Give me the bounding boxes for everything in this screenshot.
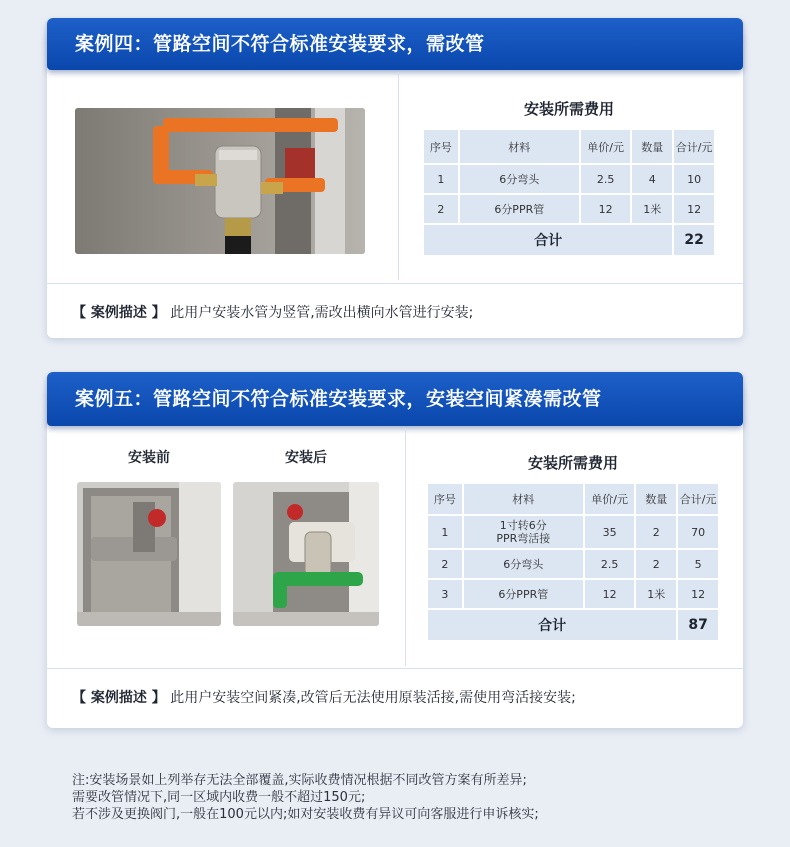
table-total-row [427,609,719,641]
footnote-line-3: 若不涉及更换阀门,一般在100元以内;如对安装收费有异议可向客服进行申诉核实; [72,807,539,822]
header-cell: 序号 [423,129,459,164]
table-cell: 4 [631,164,673,194]
table-cell: 2 [427,549,463,579]
footnote-line-2: 需要改管情况下,同一区域内收费一般不超过150元; [72,790,366,805]
table-row [427,549,719,579]
case4-fee-table [422,128,716,257]
table-cell: 6分PPR管 [463,579,584,609]
table-cell: 1米 [631,194,673,224]
table-cell: 3 [427,579,463,609]
table-header-row [427,483,719,515]
table-total-row [423,224,715,256]
table-cell: 6分弯头 [459,164,580,194]
case4-desc-tag: 【 案例描述 】 [72,305,166,321]
table-cell: 10 [673,164,715,194]
table-cell: 12 [677,579,719,609]
header-cell: 单价/元 [580,129,632,164]
table-cell: 2 [635,549,677,579]
footnote-line-1: 注:安装场景如上列举存无法全部覆盖,实际收费情况根据不同改管方案有所差异; [72,773,527,788]
case5-table-title: 安装所需费用 [527,454,618,472]
case4-title-banner [47,18,743,70]
header-cell: 序号 [427,483,463,515]
case5-fee-table [426,482,720,642]
table-row [427,515,719,549]
table-header-row [423,129,715,164]
table-cell: 1 [423,164,459,194]
header-cell: 单价/元 [584,483,636,515]
table-cell: 2.5 [580,164,632,194]
table-cell: 1寸转6分 PPR弯活接 [463,515,584,549]
total-label: 合计 [423,224,673,256]
case5-description [72,687,576,707]
case4-table-title: 安装所需费用 [523,100,614,118]
header-cell: 合计/元 [673,129,715,164]
case5-desc-text: 此用户安装空间紧凑,改管后无法使用原装活接,需使用弯活接安装; [170,690,576,706]
table-cell: 35 [584,515,636,549]
case5-title-banner [47,372,743,426]
case5-vertical-divider [405,428,406,666]
table-cell: 12 [580,194,632,224]
total-value: 22 [673,224,715,256]
case4-horizontal-divider [47,283,743,284]
case5-desc-tag: 【 案例描述 】 [72,690,166,706]
total-label: 合计 [427,609,677,641]
case5-horizontal-divider [47,668,743,669]
header-cell: 合计/元 [677,483,719,515]
case4-title: 案例四：管路空间不符合标准安装要求，需改管 [75,32,485,55]
table-cell: 70 [677,515,719,549]
case4-vertical-divider [398,72,399,280]
header-cell: 数量 [631,129,673,164]
after-label: 安装后 [285,450,327,466]
table-cell: 12 [673,194,715,224]
table-row [423,164,715,194]
header-cell: 材料 [459,129,580,164]
before-photo [77,482,221,626]
total-value: 87 [677,609,719,641]
after-photo [233,482,379,626]
table-cell: 2 [423,194,459,224]
case4-description [72,302,473,322]
table-row [423,194,715,224]
table-cell: 5 [677,549,719,579]
table-cell: 1米 [635,579,677,609]
table-row [427,579,719,609]
table-cell: 1 [427,515,463,549]
table-cell: 12 [584,579,636,609]
table-cell: 6分PPR管 [459,194,580,224]
case5-title: 案例五：管路空间不符合标准安装要求，安装空间紧凑需改管 [75,387,602,410]
table-cell: 2.5 [584,549,636,579]
case4-photo [75,108,365,254]
case4-desc-text: 此用户安装水管为竖管,需改出横向水管进行安装; [170,305,474,321]
header-cell: 材料 [463,483,584,515]
before-label: 安装前 [128,450,170,466]
table-cell: 6分弯头 [463,549,584,579]
header-cell: 数量 [635,483,677,515]
table-cell: 2 [635,515,677,549]
